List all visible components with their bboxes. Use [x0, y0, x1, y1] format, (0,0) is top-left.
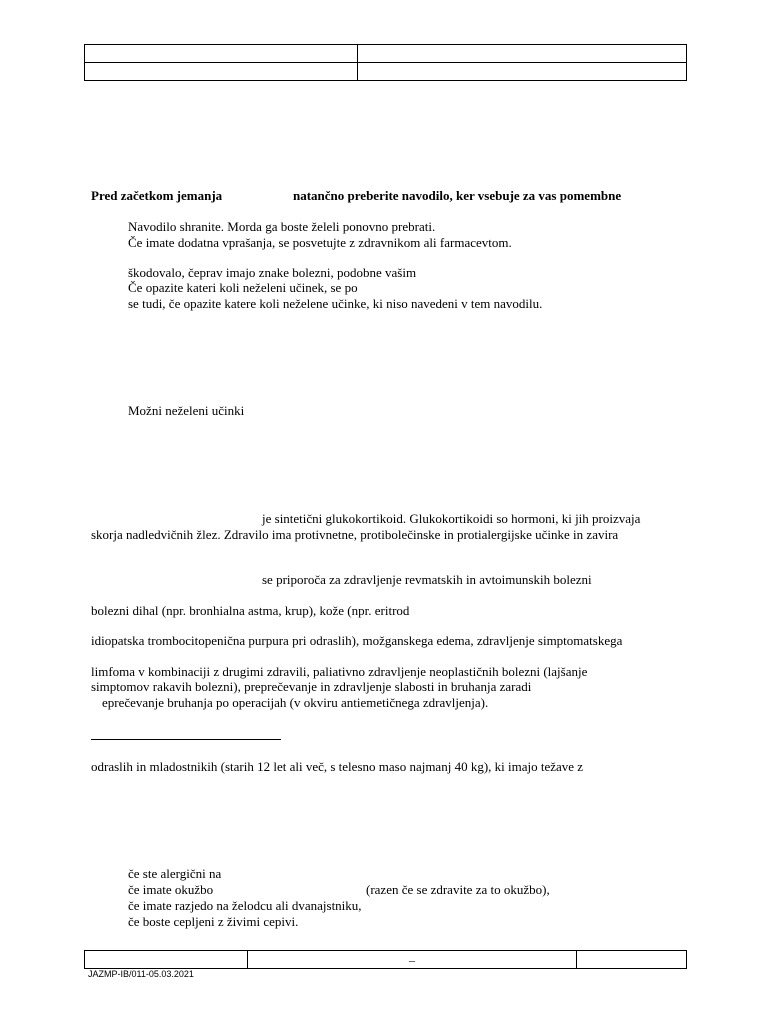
header-cell [85, 45, 358, 63]
contraindication-item: če imate okužbo [128, 882, 214, 897]
heading-part1: Pred začetkom jemanja [91, 188, 223, 203]
heading-part2: natančno preberite navodilo, ker vsebuje za vas pomembne [293, 188, 622, 203]
section1-line: eprečevanje bruhanja po operacijah (v okviru antiemetičnega zdravljenja). [102, 695, 489, 710]
header-table-row [85, 45, 687, 63]
document-code: JAZMP-IB/011-05.03.2021 [88, 969, 194, 979]
section-divider [91, 739, 281, 740]
header-table-row [85, 63, 687, 81]
section1-line: se priporoča za zdravljenje revmatskih in avtoimunskih bolezni [262, 572, 592, 587]
section2-line: odraslih in mladostnikih (starih 12 let ali več, s telesno maso najmanj 40 kg), ki imajo težave z [91, 759, 584, 774]
header-cell [358, 45, 687, 63]
contraindication-item: če imate razjedo na želodcu ali dvanajstniku, [128, 898, 362, 913]
header-cell [358, 63, 687, 81]
toc-item: Možni neželeni učinki [128, 403, 245, 418]
footer-table [84, 950, 687, 969]
intro-line: škodovalo, čeprav imajo znake bolezni, podobne vašim [128, 265, 417, 280]
contraindication-item: če boste cepljeni z živimi cepivi. [128, 914, 299, 929]
header-cell [85, 63, 358, 81]
section1-line: idiopatska trombocitopenična purpura pri odraslih), možganskega edema, zdravljenje simptomatskega [91, 633, 623, 648]
intro-line: Navodilo shranite. Morda ga boste želeli ponovno prebrati. [128, 219, 436, 234]
section1-line: limfoma v kombinaciji z drugimi zdravili, paliativno zdravljenje neoplastičnih bolezni (lajšanje [91, 664, 588, 679]
footer-cell [85, 951, 248, 969]
contraindication-item: če ste alergični na [128, 866, 222, 881]
section1-line: skorja nadledvičnih žlez. Zdravilo ima protivnetne, protibolečinske in protialergijske učinke in zavira [91, 527, 619, 542]
section1-line: simptomov rakavih bolezni), preprečevanje in zdravljenje slabosti in bruhanja zaradi [91, 679, 532, 694]
intro-line: se tudi, če opazite katere koli neželene učinke, ki niso navedeni v tem navodilu. [128, 296, 543, 311]
footer-cell [577, 951, 687, 969]
intro-line: Če imate dodatna vprašanja, se posvetujte z zdravnikom ali farmacevtom. [128, 235, 512, 250]
section1-line: bolezni dihal (npr. bronhialna astma, krup), kože (npr. eritrod [91, 603, 410, 618]
footer-cell: – [248, 951, 577, 969]
footer-table-row [85, 951, 687, 969]
header-table [84, 44, 687, 81]
intro-line: Če opazite kateri koli neželeni učinek, se po [128, 280, 358, 295]
section1-line: je sintetični glukokortikoid. Glukokortikoidi so hormoni, ki jih proizvaja [262, 511, 641, 526]
contraindication-item-note: (razen če se zdravite za to okužbo), [366, 882, 550, 897]
